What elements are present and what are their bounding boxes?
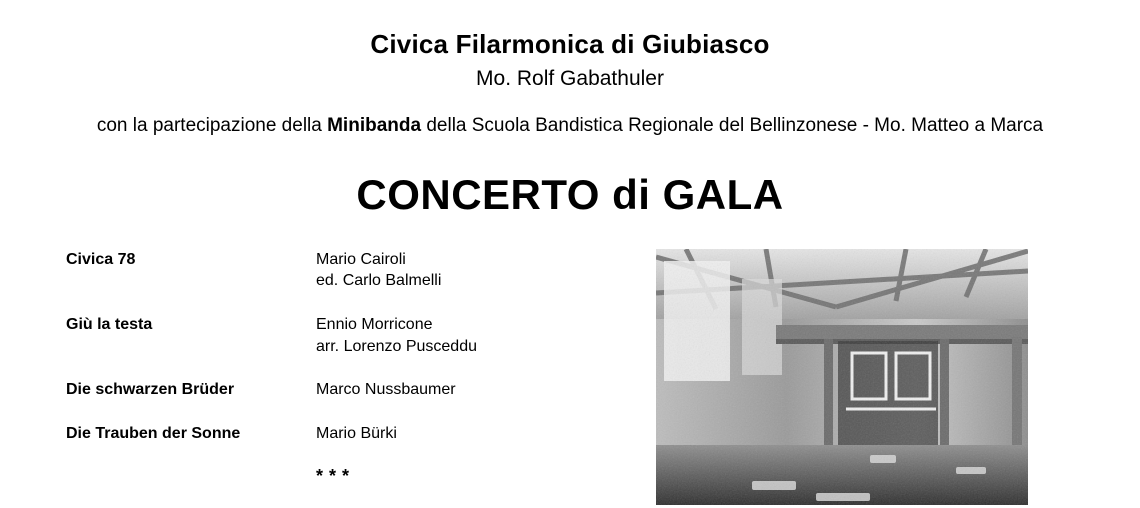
rehearsal-hall-photo <box>656 249 1028 505</box>
list-item <box>66 314 626 357</box>
list-item <box>66 423 626 445</box>
piece-arranger: arr. Lorenzo Pusceddu <box>316 337 477 355</box>
piece-credits <box>316 423 397 445</box>
header <box>0 0 1140 91</box>
participation-highlight: Minibanda <box>327 115 422 137</box>
piece-title: Die schwarzen Brüder <box>66 381 235 399</box>
piece-title: Civica 78 <box>66 250 136 268</box>
piece-credits <box>316 249 441 292</box>
piece-composer: Mario Cairoli <box>316 250 406 268</box>
piece-credits <box>316 314 477 357</box>
participation-suffix: della Scuola Bandistica Regionale del Bellinzonese - Mo. Matteo a Marca <box>421 115 1044 137</box>
list-item <box>66 249 626 292</box>
participation-prefix: con la partecipazione della <box>96 115 328 137</box>
piece-arranger: ed. Carlo Balmelli <box>316 272 442 290</box>
participation-line <box>0 115 1140 138</box>
piece-title: Giù la testa <box>66 316 153 334</box>
piece-composer: Mario Bürki <box>316 424 397 442</box>
program-list <box>66 249 626 488</box>
conductor-name: Mo. Rolf Gabathuler <box>476 66 664 90</box>
section-separator: *** <box>316 466 356 487</box>
piece-title: Die Trauben der Sonne <box>66 424 241 442</box>
list-item <box>66 379 626 401</box>
piece-credits <box>316 379 456 401</box>
page-title: CONCERTO di GALA <box>356 170 784 218</box>
piece-composer: Ennio Morricone <box>316 316 433 334</box>
band-name: Civica Filarmonica di Giubiasco <box>370 29 770 59</box>
piece-composer: Marco Nussbaumer <box>316 381 456 399</box>
